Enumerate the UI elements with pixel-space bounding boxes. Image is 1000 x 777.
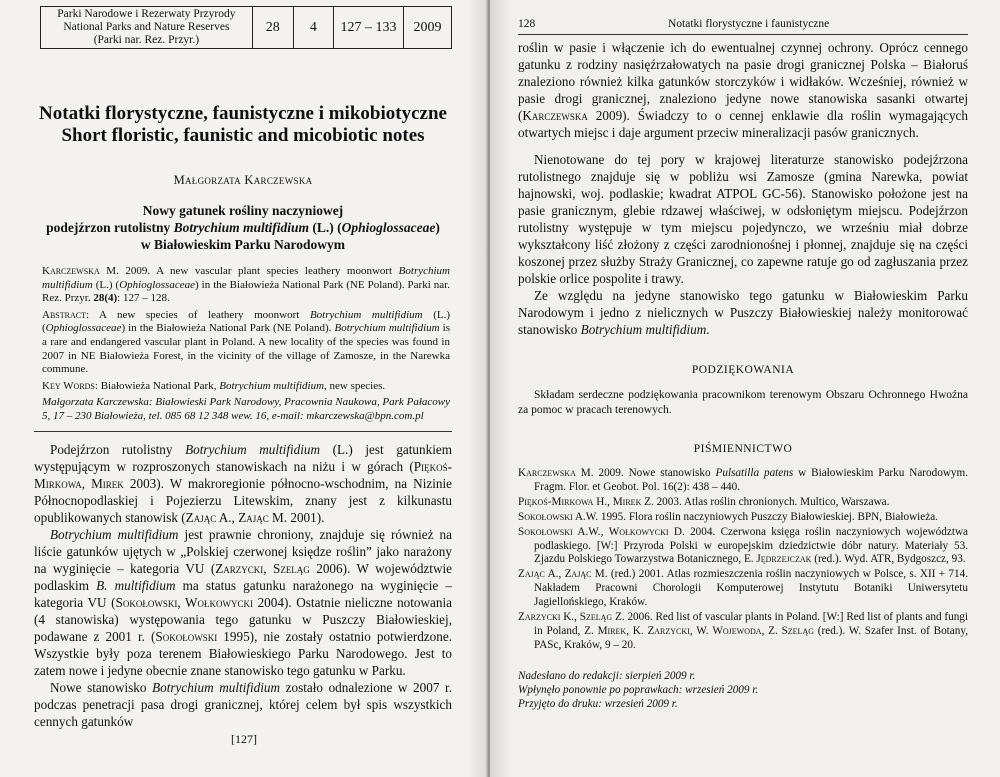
article-title-line2: podejźrzon rutolistny Botrychium multifidium (L.) (Ophioglossaceae)	[46, 220, 440, 235]
pages-cell: 127 – 133	[333, 7, 403, 49]
date-accepted: Przyjęto do druku: wrzesień 2009 r.	[518, 697, 678, 710]
right-page-number: 128	[518, 18, 536, 30]
paragraph-6: Ze względu na jedyne stanowisko tego gatunku w Białowieskim Parku Narodowym i jedno z nielicznych w Puszczy Białowieskiej należy monitorować stanowisko Botrychium multifidium.	[518, 288, 968, 337]
references-list	[518, 467, 968, 653]
section-title-pl: Notatki florystyczne, faunistyczne i mikobiotyczne	[39, 103, 447, 124]
section-title-en: Short floristic, faunistic and micobiotic notes	[61, 125, 425, 146]
reference-item: Karczewska M. 2009. Nowe stanowisko Pulsatilla patens w Białowieskim Parku Narodowym. Fragm. Flor. et Geobot. Pol. 16(2): 438 – 440.	[518, 467, 968, 493]
date-revised: Wpłynęło ponownie po poprawkach: wrzesień 2009 r.	[518, 683, 759, 696]
citation: Karczewska M. 2009. A new vascular plant species leathery moonwort Botrychium multifidium (L.) (Ophioglossaceae) in the Białowieża National Park (NE Poland). Parki nar. Rez. Przyr. 28(4): 127 – 128.	[42, 265, 450, 305]
journal-name-en: National Parks and Nature Reserves	[63, 21, 230, 33]
paragraph-4: roślin w pasie i włączenie ich do ewentualnej czynnej ochrony. Oprócz cennego gatunku z rodziny nasięźrzałowatych na pasie drogi granicznej Polska – Białoruś znaleziono również kilka gatunków storczyków i widłaków. Wcześniej, również w pasie drogi granicznej, znaleziono jedyne nowe stanowiska sasanki otwartej (Karczewska 2009). Świadczy to o cennej enklawie dla roślin wymagających otwartych miejsc i daje argument przeciw mineralizacji pasów granicznych.	[518, 40, 968, 140]
left-page-number: [127]	[231, 732, 257, 746]
section-title	[34, 103, 452, 147]
volume-cell: 28	[252, 7, 293, 49]
paragraph-1: Podejźrzon rutolistny Botrychium multifidium (L.) jest gatunkiem występującym w rozproszonych stanowiskach na niżu i w górach (Piękoś-Mirkowa, Mirek 2003). W makroregionie północno-wschodnim, na Nizinie Północnopodlaskiej i Pojezierzu Litewskim, znany jest z kilkunastu opublikowanych stanowisk (Zając A., Zając M. 2001).	[34, 441, 452, 525]
acknowledgements-heading: PODZIĘKOWANIA	[691, 364, 795, 376]
reference-item: Sokołowski A.W., Wołkowycki D. 2004. Czerwona księga roślin naczyniowych województwa podlaskiego. [W:] Przyroda Polski w europejskim dziedzictwie dóbr natury. Materiały 53. Zjazdu Polskiego Towarzystwa Botanicznego, E. Jędrzejczak (red.). Wyd. ATR, Bydgoszcz, 93.	[518, 525, 968, 566]
journal-info-table	[40, 6, 452, 49]
reference-item: Zając A., Zając M. (red.) 2001. Atlas rozmieszczenia roślin naczyniowych w Polsce, s. XII + 714. Nakładem Pracowni Chorologii Komputerowej Instytutu Botaniki Uniwersytetu Jagiellońskiego, Kraków.	[518, 568, 969, 609]
journal-name-abbr: (Parki nar. Rez. Przyr.)	[93, 34, 200, 46]
abstract-divider	[34, 431, 452, 432]
right-body-text	[518, 39, 968, 338]
paragraph-3: Nowe stanowisko Botrychium multifidium zostało odnalezione w 2007 r. podczas penetracji pasa drogi granicznej, której celem był spis wszystkich cennych gatunków	[34, 679, 452, 729]
article-title-line1: Nowy gatunek rośliny naczyniowej	[142, 203, 344, 218]
journal-name-pl: Parki Narodowe i Rezerwaty Przyrody	[57, 8, 236, 20]
running-title: Notatki florystyczne i faunistyczne	[668, 18, 830, 30]
date-received: Nadesłano do redakcji: sierpień 2009 r.	[518, 669, 696, 682]
journal-name-cell	[41, 7, 253, 49]
abstract: Abstract: A new species of leathery moonwort Botrychium multifidium (L.) (Ophioglossaceae) in the Białowieża National Park (NE Poland). Botrychium multifidium is a rare and endangered vascular plant in Poland. A new locality of the species was found in 2007 in NE Białowieża Forest, in the vicinity of the village of Zamosze, in the Narewka commune.	[42, 308, 451, 376]
abstract-block	[34, 265, 452, 424]
acknowledgements: Składam serdeczne podziękowania pracownikom terenowym Obszaru Ochronnego Hwoźna za pomoc w pracach terenowych.	[518, 389, 968, 416]
reference-item: Piękoś-Mirkowa H., Mirek Z. 2003. Atlas roślin chronionych. Multico, Warszawa.	[518, 495, 890, 508]
reference-item: Sokołowski A.W. 1995. Flora roślin naczyniowych Puszczy Białowieskiej. BPN, Białowieża.	[518, 510, 938, 523]
submission-dates	[518, 669, 968, 711]
keywords: Key Words: Białowieża National Park, Botrychium multifidium, new species.	[42, 379, 386, 392]
paragraph-2: Botrychium multifidium jest prawnie chroniony, znajduje się również na liście gatunków ujętych w „Polskiej czerwonej księdze roślin” jako narażony na wyginięcie – kategoria VU (Zarzycki, Szeląg 2006). W województwie podlaskim B. multifidium ma status gatunku narażonego na wyginięcie – kategoria VU (Sokołowski, Wołkowycki 2004). Ostatnie nieliczne notowania (4 stanowiska) występowania tego gatunku w Puszczy Białowieskiej, podawane z 2001 r. (Sokołowski 1995), nie zostały ostatnio potwierdzone. Wszystkie były poza terenem Białowieskiego Parku Narodowego. Jest to zatem nowe i jedyne obecnie znane stanowisko tego gatunku w Parku.	[34, 526, 453, 678]
article-title	[34, 202, 452, 253]
issue-cell: 4	[293, 7, 333, 49]
paragraph-5: Nienotowane do tej pory w krajowej literaturze stanowisko podejźrzona rutolistnego znajduje się w pobliżu wsi Zamosze (gmina Narewka, powiat hajnowski, woj. podlaskie; kwadrat ATPOL GC-56). Stanowisko położone jest na pasie granicznym, glebie rdzawej właściwej, w odsłoniętym miejscu. Podejźrzon rutolistny występuje w tym miejscu pojedynczo, we wrześniu miał dobrze wykształcony liść złożony z części zarodnionośnej i płonnej, znajduje się na części koszonej przez służby Straży Granicznej, co zapewne ratuje go od zagłuszania przez polskie orlice pospolite i trawy.	[518, 152, 968, 286]
article-title-line3: w Białowieskim Parku Narodowym	[140, 237, 346, 252]
left-page	[0, 0, 488, 777]
running-header	[518, 18, 968, 35]
year-cell: 2009	[403, 7, 451, 49]
author-name: Małgorzata Karczewska	[173, 173, 313, 187]
author-address: Małgorzata Karczewska: Białowieski Park Narodowy, Pracownia Naukowa, Park Pałacowy 5, 17 – 230 Białowieża, tel. 085 68 12 348 wew. 16, e-mail: mkarczewska@bpn.com.pl	[42, 396, 450, 422]
references-heading: PIŚMIENNICTWO	[693, 443, 793, 455]
left-body-text	[34, 441, 452, 730]
right-page	[490, 0, 1000, 777]
reference-item: Zarzycki K., Szeląg Z. 2006. Red list of vascular plants in Poland. [W:] Red list of plants and fungi in Poland, Z. Mirek, K. Zarzycki, W. Wojewoda, Z. Szeląg (red.). W. Szafer Inst. of Botany, PASc, Kraków, 9 – 20.	[518, 611, 968, 651]
